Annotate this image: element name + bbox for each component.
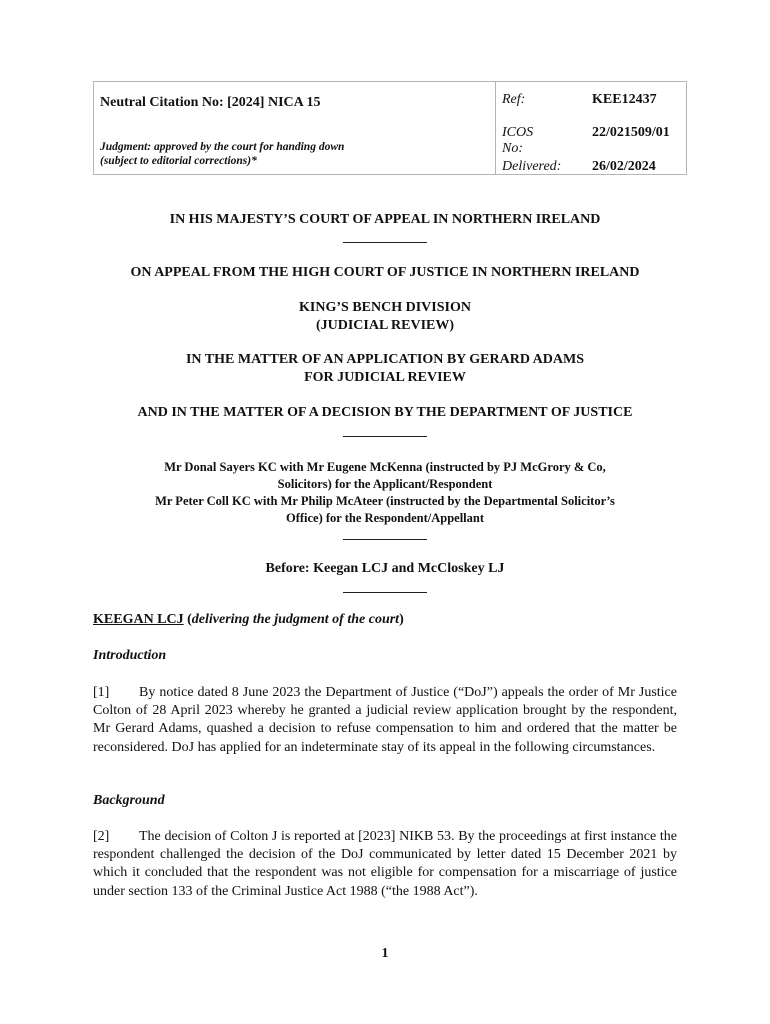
court-title: IN HIS MAJESTY’S COURT OF APPEAL IN NORTHERN IRELAND: [169, 212, 601, 227]
delivered-label: Delivered:: [502, 159, 562, 174]
delivered-value: 26/02/2024: [592, 159, 656, 174]
matter-line: FOR JUDICIAL REVIEW: [304, 370, 466, 385]
counsel-line: Solicitors) for the Applicant/Respondent: [277, 477, 493, 491]
heading-introduction: Introduction: [93, 648, 167, 663]
page-number: 1: [381, 946, 389, 961]
icos-value: 22/021509/01: [592, 125, 670, 140]
heading-background: Background: [93, 793, 165, 808]
matter-doj: AND IN THE MATTER OF A DECISION BY THE DEPARTMENT OF JUSTICE: [137, 405, 633, 420]
counsel-line: Mr Peter Coll KC with Mr Philip McAteer (instructed by the Departmental Solicitor’s: [155, 494, 615, 508]
paragraph-2: [93, 828, 677, 901]
division-line: (JUDICIAL REVIEW): [315, 318, 455, 333]
judge-paren-close: ): [399, 612, 404, 627]
judge-name: KEEGAN LCJ: [93, 612, 184, 627]
paragraph-1: [93, 684, 677, 757]
icos-label: ICOS No:: [502, 125, 534, 156]
judge-delivering: delivering the judgment of the court: [191, 612, 400, 627]
judgment-note-line: Judgment: approved by the court for handing down: [100, 141, 345, 153]
division-line: KING’S BENCH DIVISION: [299, 300, 471, 315]
paragraph-text: The decision of Colton J is reported at [2023] NIKB 53. By the proceedings at first instance the respondent challenged the decision of the DoJ communicated by letter dated 15 December 2021 by which it concluded that the respondent was not eligible for compensation for a miscarriage of justice under section 133 of the Criminal Justice Act 1988 (“the 1988 Act”).: [93, 829, 677, 899]
counsel-line: Office) for the Respondent/Appellant: [285, 511, 485, 525]
judgment-note: [100, 140, 344, 168]
paragraph-text: By notice dated 8 June 2023 the Department of Justice (“DoJ”) appeals the order of Mr Justice Colton of 28 April 2023 whereby he granted a judicial review application brought by the respondent, Mr Gerard Adams, quashed a decision to refuse compensation to him and ordered that the matter be reconsidered. DoJ has applied for an indeterminate stay of its appeal in the following circumstances.: [93, 685, 677, 755]
before-judges: Before: Keegan LCJ and McCloskey LJ: [265, 561, 505, 576]
matter-line: IN THE MATTER OF AN APPLICATION BY GERARD ADAMS: [185, 352, 584, 367]
paragraph-number: [1]: [93, 685, 110, 700]
neutral-citation: Neutral Citation No: [2024] NICA 15: [100, 95, 321, 110]
divider: [343, 539, 427, 540]
appeal-from: ON APPEAL FROM THE HIGH COURT OF JUSTICE IN NORTHERN IRELAND: [130, 265, 640, 280]
judge-paren-open: (: [183, 612, 192, 627]
ref-label: Ref:: [502, 92, 526, 107]
divider: [343, 592, 427, 593]
ref-value: KEE12437: [592, 92, 657, 107]
counsel-line: Mr Donal Sayers KC with Mr Eugene McKenna (instructed by PJ McGrory & Co,: [164, 460, 606, 474]
counsel-block: [90, 459, 680, 527]
divider: [343, 242, 427, 243]
citation-cell: [94, 82, 496, 174]
paragraph-number: [2]: [93, 829, 110, 844]
judgment-author: [93, 612, 404, 628]
judgment-note-line: (subject to editorial corrections)*: [100, 155, 257, 167]
divider: [343, 436, 427, 437]
citation-header-box: [93, 81, 687, 175]
